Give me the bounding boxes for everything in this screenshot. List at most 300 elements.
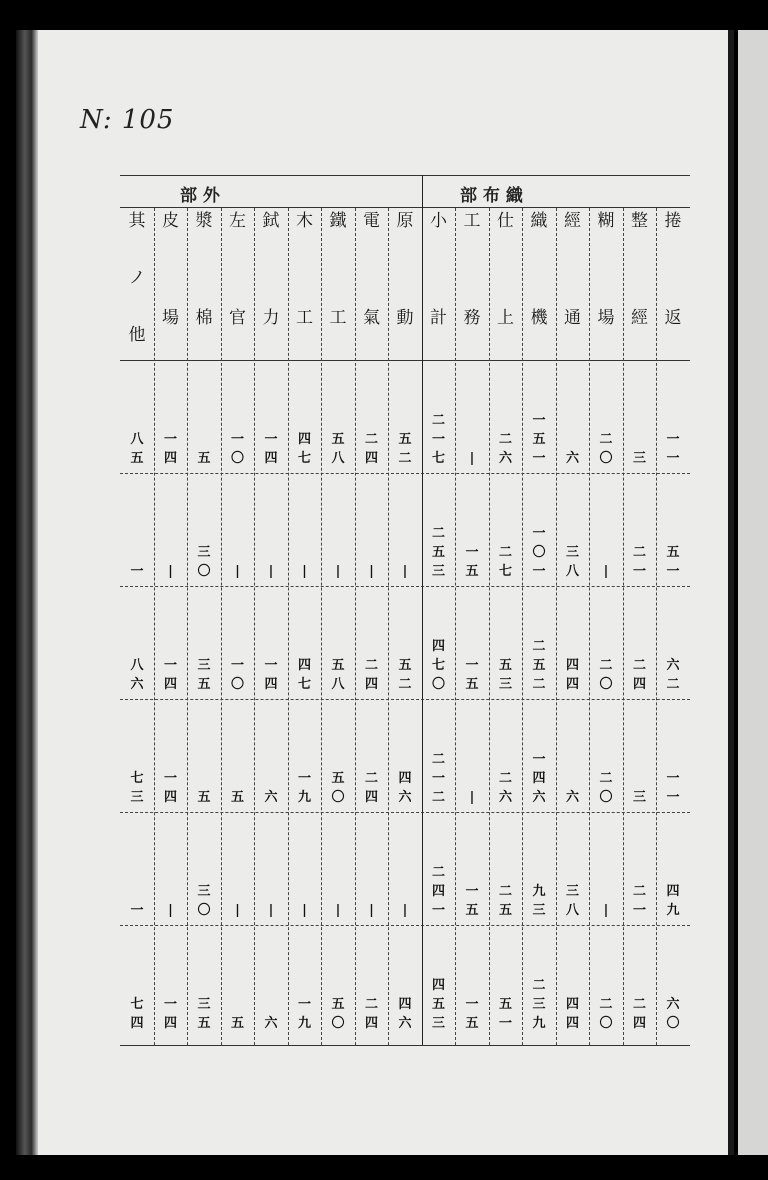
table-group-rule: [120, 207, 690, 208]
column-header-char: 織: [530, 211, 548, 231]
column-header-char: 皮: [162, 211, 179, 231]
column-header-char: 仕: [497, 211, 514, 231]
column-header-char: 糊: [597, 211, 615, 231]
table-cell: [422, 930, 456, 1033]
table-cell: [288, 704, 322, 807]
table-cell-char: |: [235, 903, 240, 918]
table-cell-char: |: [603, 564, 609, 579]
table-cell-char: 三: [632, 451, 646, 466]
table-cell-char: 七: [498, 564, 512, 579]
table-cell-char: 一: [532, 451, 546, 466]
table-cell-char: 〇: [331, 790, 345, 805]
column-header-c12: [489, 213, 523, 327]
table-cell: [321, 930, 355, 1033]
column-header-char: 通: [564, 308, 581, 328]
table-cell-char: 七: [297, 451, 311, 466]
table-cell-char: 二: [599, 432, 613, 447]
table-cell: [522, 817, 556, 920]
table-cell-char: |: [335, 903, 341, 918]
table-cell-char: 二: [431, 526, 445, 541]
table-cell-char: 一: [297, 997, 311, 1012]
table-cell-char: 五: [331, 997, 345, 1012]
table-cell-char: |: [603, 903, 609, 918]
column-header-c8: [355, 213, 389, 327]
column-header-char: 機: [530, 308, 548, 328]
table-cell-char: 五: [230, 1016, 244, 1031]
table-cell-char: 四: [264, 451, 278, 466]
table-cell: [187, 930, 221, 1033]
table-cell-char: 一: [465, 545, 479, 560]
page-gutter: [728, 30, 734, 1155]
table-cell: [221, 930, 255, 1033]
table-cell-char: 一: [264, 658, 278, 673]
column-header-char: 場: [162, 308, 179, 328]
column-header-c4: [221, 213, 255, 327]
table-cell: [656, 478, 690, 581]
table-cell-char: 一: [230, 658, 244, 673]
table-cell-char: 四: [364, 790, 378, 805]
table-cell-char: 五: [331, 658, 345, 673]
table-cell: [455, 478, 489, 581]
table-cell: [254, 365, 288, 468]
table-cell-char: 二: [398, 677, 412, 692]
table-cell-char: 二: [632, 545, 646, 560]
table-cell-char: 〇: [599, 451, 613, 466]
table-row-divider: [120, 586, 690, 587]
table-cell: [288, 930, 322, 1033]
table-cell: [187, 704, 221, 807]
column-header-char: 工: [329, 308, 347, 328]
table-cell-char: 五: [197, 790, 211, 805]
table-cell: [522, 930, 556, 1033]
table-cell-char: |: [402, 903, 408, 918]
table-cell: [589, 930, 623, 1033]
table-cell-char: 一: [130, 903, 144, 918]
table-cell: [623, 704, 657, 807]
table-cell-char: 四: [163, 790, 177, 805]
table-cell-char: 九: [297, 1016, 311, 1031]
table-cell-char: 四: [130, 1016, 144, 1031]
column-header-char: 返: [664, 308, 682, 328]
table-cell-char: 二: [431, 413, 445, 428]
table-cell: [623, 591, 657, 694]
table-cell: [556, 704, 590, 807]
column-header-c7: [321, 213, 355, 327]
group-header-outside: [180, 181, 400, 205]
table-cell: [656, 591, 690, 694]
table-header-rule: [120, 360, 690, 361]
table-cell-char: 七: [297, 677, 311, 692]
table-cell: [388, 817, 422, 920]
column-header-char: 漿: [195, 211, 213, 231]
table-cell-char: 五: [230, 790, 244, 805]
table-cell-char: 六: [130, 677, 144, 692]
table-cell: [154, 930, 188, 1033]
table-cell-char: 一: [532, 526, 546, 541]
table-cell-char: 四: [632, 677, 646, 692]
column-header-char: 場: [597, 308, 615, 328]
table-cell-char: 五: [498, 997, 512, 1012]
column-header-char: 上: [497, 308, 514, 328]
table-cell: [589, 478, 623, 581]
table-cell-char: 一: [163, 432, 177, 447]
table-cell: [221, 478, 255, 581]
column-header-c5: [254, 213, 288, 327]
table-cell-char: |: [268, 564, 274, 579]
table-cell-char: 二: [398, 451, 412, 466]
table-cell-char: 一: [431, 903, 445, 918]
table-cell: [455, 704, 489, 807]
column-header-char: 其: [128, 211, 146, 231]
table-cell-char: 八: [565, 903, 579, 918]
table-cell: [623, 365, 657, 468]
table-cell: [321, 817, 355, 920]
table-cell-char: 〇: [197, 564, 211, 579]
table-cell-char: 八: [331, 451, 345, 466]
table-cell-char: 一: [297, 771, 311, 786]
table-cell: [154, 478, 188, 581]
table-cell-char: 四: [532, 771, 546, 786]
table-cell-char: 一: [532, 413, 546, 428]
table-cell-char: 六: [565, 790, 579, 805]
table-cell-char: |: [168, 564, 173, 579]
table-cell-char: 二: [431, 790, 445, 805]
table-cell-char: 五: [498, 658, 512, 673]
table-cell-char: 五: [465, 1016, 479, 1031]
table-cell-char: 四: [565, 658, 579, 673]
table-cell: [120, 930, 154, 1033]
table-cell-char: 三: [431, 564, 445, 579]
table-cell: [388, 591, 422, 694]
table-cell: [355, 817, 389, 920]
table-cell: [589, 365, 623, 468]
column-header-char: 他: [128, 325, 146, 345]
table-cell: [388, 704, 422, 807]
table-cell: [556, 930, 590, 1033]
column-header-char: 木: [296, 211, 313, 231]
column-header-c6: [288, 213, 322, 327]
table-cell: [120, 365, 154, 468]
table-cell: [254, 704, 288, 807]
column-header-char: 左: [229, 211, 246, 231]
table-cell: [422, 704, 456, 807]
table-cell-char: 〇: [431, 677, 445, 692]
table-cell-char: 一: [465, 884, 479, 899]
table-cell: [154, 591, 188, 694]
table-cell-char: 四: [297, 432, 311, 447]
table-cell: [254, 930, 288, 1033]
table-cell-char: 六: [666, 997, 680, 1012]
column-header-char: 經: [631, 308, 648, 328]
table-cell-char: 四: [666, 884, 680, 899]
table-cell-char: 七: [130, 997, 144, 1012]
table-cell: [221, 817, 255, 920]
table-cell-char: |: [469, 790, 475, 805]
column-header-c9: [388, 213, 422, 327]
table-cell-char: 五: [465, 903, 479, 918]
table-cell: [254, 591, 288, 694]
table-cell-char: 四: [364, 677, 378, 692]
table-cell: [589, 591, 623, 694]
table-cell-char: 四: [364, 451, 378, 466]
table-cell-char: 二: [364, 997, 378, 1012]
table-cell: [221, 704, 255, 807]
table-cell: [522, 365, 556, 468]
table-cell: [254, 478, 288, 581]
table-cell-char: 三: [532, 997, 546, 1012]
table-cell: [154, 704, 188, 807]
column-header-c14: [556, 213, 590, 327]
table-cell-char: 八: [130, 658, 144, 673]
table-cell-char: 一: [666, 771, 680, 786]
table-cell-char: 〇: [532, 545, 546, 560]
table-cell-char: 二: [498, 545, 512, 560]
table-cell-char: 八: [130, 432, 144, 447]
table-cell-char: 一: [632, 564, 646, 579]
table-cell-char: 六: [666, 658, 680, 673]
table-cell-char: 五: [130, 451, 144, 466]
table-cell: [355, 704, 389, 807]
table-cell: [489, 930, 523, 1033]
table-cell-char: 二: [364, 771, 378, 786]
table-cell: [522, 591, 556, 694]
column-header-char: 捲: [664, 211, 682, 231]
table-cell-char: |: [302, 564, 307, 579]
column-header-c15: [589, 213, 623, 327]
table-cell-char: 一: [498, 1016, 512, 1031]
table-cell: [422, 817, 456, 920]
table-cell-char: 六: [498, 451, 512, 466]
table-cell-char: 三: [197, 997, 211, 1012]
table-cell-char: 五: [331, 771, 345, 786]
table-cell: [589, 817, 623, 920]
table-cell-char: |: [369, 903, 374, 918]
column-header-char: 務: [463, 308, 481, 328]
table-cell: [422, 591, 456, 694]
table-cell-char: 三: [197, 545, 211, 560]
table-cell: [556, 591, 590, 694]
table-cell-char: 四: [364, 1016, 378, 1031]
table-cell-char: 三: [532, 903, 546, 918]
table-cell-char: 八: [331, 677, 345, 692]
table-cell-char: 四: [431, 884, 445, 899]
column-header-c17: [656, 213, 690, 327]
column-header-c2: [154, 213, 188, 327]
table-cell-char: 二: [498, 432, 512, 447]
table-cell-char: 三: [197, 884, 211, 899]
group-header-weaving: [460, 181, 650, 205]
table-cell-char: 二: [431, 865, 445, 880]
column-header-c16: [623, 213, 657, 327]
column-header-char: 原: [396, 211, 414, 231]
table-cell-char: 五: [331, 432, 345, 447]
table-cell-char: 一: [230, 432, 244, 447]
table-cell-char: 二: [632, 997, 646, 1012]
table-cell-char: 四: [565, 677, 579, 692]
table-cell-char: 〇: [666, 1016, 680, 1031]
table-cell-char: 五: [465, 564, 479, 579]
column-header-c11: [455, 213, 489, 327]
table-cell: [254, 817, 288, 920]
handwritten-annotation: N: 105: [80, 105, 175, 135]
table-cell: [154, 365, 188, 468]
table-cell-char: 一: [163, 658, 177, 673]
table-cell: [355, 365, 389, 468]
table-cell-char: 四: [264, 677, 278, 692]
column-header-char: 電: [363, 211, 380, 231]
table-cell-char: |: [268, 903, 274, 918]
table-cell-char: 六: [398, 1016, 412, 1031]
table-cell: [221, 365, 255, 468]
table-cell: [187, 365, 221, 468]
column-header-char: 整: [631, 211, 648, 231]
table-cell-char: 四: [398, 997, 412, 1012]
table-cell: [120, 591, 154, 694]
column-header-char: 工: [296, 308, 313, 328]
table-cell-char: 五: [197, 677, 211, 692]
table-cell: [355, 591, 389, 694]
table-cell-char: |: [302, 903, 307, 918]
group-header-weaving-text: 部 布 織: [460, 186, 523, 206]
table-cell: [489, 817, 523, 920]
table-cell-char: |: [369, 564, 374, 579]
table-cell: [422, 478, 456, 581]
table-cell: [120, 478, 154, 581]
table-cell-char: 二: [532, 677, 546, 692]
table-cell: [623, 817, 657, 920]
column-header-char: 鉽: [262, 211, 280, 231]
table-cell: [288, 365, 322, 468]
table-cell-char: 四: [565, 997, 579, 1012]
table-cell: [388, 478, 422, 581]
table-cell-char: 二: [599, 658, 613, 673]
table-cell-char: 二: [632, 884, 646, 899]
table-cell: [355, 478, 389, 581]
table-cell-char: 四: [297, 658, 311, 673]
facing-page-edge: [738, 30, 768, 1155]
column-header-c10: [422, 213, 456, 327]
column-header-c3: [187, 213, 221, 327]
column-header-char: 經: [564, 211, 581, 231]
table-cell-char: 二: [532, 639, 546, 654]
table-cell-char: 四: [163, 451, 177, 466]
table-cell-char: 一: [431, 771, 445, 786]
table-cell: [288, 817, 322, 920]
table-cell: [656, 930, 690, 1033]
table-cell-char: 二: [364, 658, 378, 673]
table-cell-char: 〇: [599, 1016, 613, 1031]
table-cell: [187, 817, 221, 920]
table-cell: [422, 365, 456, 468]
group-header-outside-text: 部 外: [180, 186, 220, 206]
column-header-char: 工: [463, 211, 481, 231]
table-cell: [120, 817, 154, 920]
table-cell-char: 七: [431, 451, 445, 466]
column-header-c13: [522, 213, 556, 327]
table-cell-char: 五: [532, 658, 546, 673]
table-cell-char: 一: [130, 564, 144, 579]
table-cell: [556, 365, 590, 468]
table-cell-char: 二: [599, 771, 613, 786]
table-cell-char: |: [469, 451, 475, 466]
table-cell: [120, 704, 154, 807]
table-cell: [187, 591, 221, 694]
table-cell: [556, 817, 590, 920]
table-cell-char: 一: [666, 790, 680, 805]
table-cell-char: |: [335, 564, 341, 579]
table-cell-char: 五: [465, 677, 479, 692]
table-cell: [288, 478, 322, 581]
table-cell-char: 一: [431, 432, 445, 447]
table-cell-char: 二: [431, 752, 445, 767]
table-cell: [455, 591, 489, 694]
table-cell-char: 二: [599, 997, 613, 1012]
table-cell-char: 一: [632, 903, 646, 918]
table-cell: [522, 704, 556, 807]
table-cell-char: 〇: [331, 1016, 345, 1031]
table-cell-char: 四: [163, 677, 177, 692]
table-cell-char: 二: [498, 884, 512, 899]
table-top-rule: [120, 175, 690, 176]
table-cell-char: 九: [532, 1016, 546, 1031]
table-cell: [221, 591, 255, 694]
table-cell-char: 六: [532, 790, 546, 805]
column-header-char: 鐵: [329, 211, 347, 231]
table-cell-char: 一: [666, 451, 680, 466]
table-cell: [321, 365, 355, 468]
table-cell: [455, 817, 489, 920]
table-cell: [656, 817, 690, 920]
table-cell: [455, 365, 489, 468]
table-cell: [489, 365, 523, 468]
table-cell-char: 三: [431, 1016, 445, 1031]
table-cell-char: 〇: [599, 677, 613, 692]
table-cell-char: 三: [130, 790, 144, 805]
table-cell: [656, 365, 690, 468]
table-cell-char: 〇: [230, 677, 244, 692]
column-header-char: 計: [430, 308, 447, 328]
table-cell-char: 五: [431, 545, 445, 560]
table-cell-char: 二: [632, 658, 646, 673]
column-header-char: 棉: [195, 308, 213, 328]
table-cell: [388, 930, 422, 1033]
table-cell-char: 〇: [197, 903, 211, 918]
table-cell-char: 九: [532, 884, 546, 899]
table-cell: [589, 704, 623, 807]
table-cell-char: 二: [666, 677, 680, 692]
table-cell-char: 九: [666, 903, 680, 918]
table-cell: [623, 930, 657, 1033]
table-cell-char: 五: [498, 903, 512, 918]
table-cell-char: 五: [398, 658, 412, 673]
table-cell-char: 一: [666, 432, 680, 447]
table-row-divider: [120, 812, 690, 813]
table-cell-char: 一: [163, 771, 177, 786]
table-cell-char: 二: [532, 978, 546, 993]
table-cell-char: 八: [565, 564, 579, 579]
table-cell-char: 四: [398, 771, 412, 786]
table-cell-char: 四: [431, 639, 445, 654]
table-cell: [489, 478, 523, 581]
table-cell-char: 三: [632, 790, 646, 805]
table-cell: [321, 591, 355, 694]
table-cell-char: 三: [498, 677, 512, 692]
table-cell-char: 五: [532, 432, 546, 447]
table-cell-char: 一: [163, 997, 177, 1012]
column-header-char: 小: [430, 211, 447, 231]
column-header-char: 官: [229, 308, 246, 328]
column-header-char: 動: [396, 308, 414, 328]
